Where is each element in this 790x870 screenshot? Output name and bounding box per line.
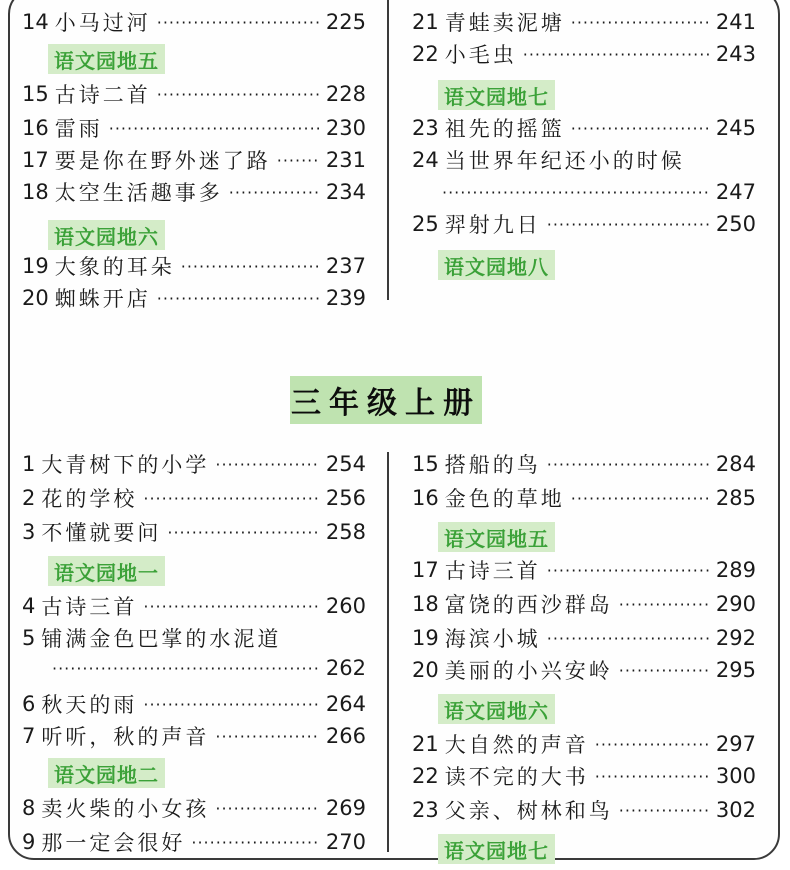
- entry-title: 听听，秋的声音: [41, 725, 210, 749]
- entry-number: 15: [412, 452, 439, 476]
- leader-dots: [547, 622, 710, 654]
- entry-number: 20: [412, 658, 439, 682]
- entry-title: 美丽的小兴安岭: [444, 659, 613, 683]
- entry-title: 小毛虫: [444, 43, 517, 67]
- toc-entry[interactable]: [412, 588, 756, 620]
- entry-page-number: 256: [325, 486, 366, 510]
- leader-dots: [181, 250, 320, 282]
- entry-number: 22: [412, 42, 439, 66]
- toc-entry[interactable]: [412, 794, 756, 826]
- leader-dots: [215, 720, 320, 752]
- entry-title: 秋天的雨: [41, 693, 138, 717]
- section-heading: 语文园地一: [48, 556, 165, 586]
- leader-dots: [157, 282, 320, 314]
- entry-title: 古诗二首: [54, 83, 151, 107]
- toc-entry[interactable]: [412, 448, 756, 480]
- entry-number: 17: [22, 148, 49, 172]
- entry-page-number: 247: [715, 180, 756, 204]
- leader-dots: [277, 144, 320, 176]
- toc-entry[interactable]: [412, 760, 756, 792]
- entry-title: 雷雨: [54, 117, 103, 141]
- leader-dots: [215, 792, 320, 824]
- entry-page-number: 234: [325, 180, 366, 204]
- entry-page-number: 243: [715, 42, 756, 66]
- entry-number: 3: [22, 520, 36, 544]
- entry-number: 14: [22, 10, 49, 34]
- toc-entry[interactable]: [22, 78, 366, 110]
- toc-entry[interactable]: [22, 516, 366, 548]
- leader-dots: [595, 760, 710, 792]
- entry-title: 太空生活趣事多: [54, 181, 223, 205]
- entry-page-number: 284: [715, 452, 756, 476]
- toc-entry[interactable]: [22, 282, 366, 314]
- entry-number: 24: [412, 148, 439, 172]
- section-heading: 语文园地五: [438, 522, 555, 552]
- leader-dots: [167, 516, 320, 548]
- leader-dots: [229, 176, 320, 208]
- entry-page-number: 297: [715, 732, 756, 756]
- entry-page-number: 231: [325, 148, 366, 172]
- leader-dots: [143, 482, 320, 514]
- section-heading: 语文园地二: [48, 758, 165, 788]
- section-heading: 语文园地六: [438, 694, 555, 724]
- entry-page-number: 269: [325, 796, 366, 820]
- entry-page-number: 237: [325, 254, 366, 278]
- entry-title: 铺满金色巴掌的水泥道: [41, 627, 282, 651]
- toc-entry[interactable]: [22, 112, 366, 144]
- toc-entry[interactable]: [22, 590, 366, 622]
- entry-number: 15: [22, 82, 49, 106]
- leader-dots: [157, 6, 320, 38]
- toc-entry[interactable]: [22, 6, 366, 38]
- entry-title: 青蛙卖泥塘: [444, 11, 565, 35]
- entry-number: 21: [412, 732, 439, 756]
- entry-title: 富饶的西沙群岛: [444, 593, 613, 617]
- entry-number: 8: [22, 796, 36, 820]
- entry-title: 大象的耳朵: [54, 255, 175, 279]
- entry-number: 25: [412, 212, 439, 236]
- entry-number: 5: [22, 626, 36, 650]
- entry-page-number: 302: [715, 798, 756, 822]
- entry-page-number: 260: [325, 594, 366, 618]
- leader-dots: [547, 448, 710, 480]
- toc-entry[interactable]: [22, 448, 366, 480]
- top-column-divider: [387, 0, 389, 300]
- toc-entry[interactable]: [412, 38, 756, 70]
- entry-title: 海滨小城: [444, 627, 541, 651]
- leader-dots: [215, 448, 320, 480]
- entry-page-number: 292: [715, 626, 756, 650]
- toc-entry[interactable]: [22, 144, 366, 176]
- entry-page-number: 225: [325, 10, 366, 34]
- toc-entry[interactable]: [412, 6, 756, 38]
- leader-dots: [619, 794, 710, 826]
- entry-title: 古诗三首: [444, 559, 541, 583]
- entry-title: 羿射九日: [444, 213, 541, 237]
- toc-entry[interactable]: [412, 208, 756, 240]
- section-heading: 语文园地八: [438, 250, 555, 280]
- toc-entry[interactable]: [22, 792, 366, 824]
- entry-title: 父亲、树林和鸟: [444, 799, 613, 823]
- entry-number: 22: [412, 764, 439, 788]
- entry-title: 那一定会很好: [41, 831, 186, 855]
- entry-number: 20: [22, 286, 49, 310]
- entry-page-number: 290: [715, 592, 756, 616]
- entry-title: 小马过河: [54, 11, 151, 35]
- toc-entry[interactable]: [22, 482, 366, 514]
- entry-number: 18: [22, 180, 49, 204]
- entry-page-number: 228: [325, 82, 366, 106]
- entry-title: 蜘蛛开店: [54, 287, 151, 311]
- leader-dots: [547, 554, 710, 586]
- entry-number: 21: [412, 10, 439, 34]
- entry-number: 19: [412, 626, 439, 650]
- toc-entry-continuation: [46, 652, 366, 684]
- toc-entry-continuation: [436, 176, 756, 208]
- toc-entry[interactable]: [22, 622, 366, 654]
- entry-title: 金色的草地: [444, 487, 565, 511]
- entry-number: 6: [22, 692, 36, 716]
- entry-page-number: 289: [715, 558, 756, 582]
- section-heading: 语文园地七: [438, 80, 555, 110]
- entry-title: 大自然的声音: [444, 733, 589, 757]
- leader-dots: [191, 826, 320, 858]
- leader-dots: [571, 6, 710, 38]
- entry-page-number: 254: [325, 452, 366, 476]
- entry-number: 17: [412, 558, 439, 582]
- toc-entry[interactable]: [22, 176, 366, 208]
- toc-entry[interactable]: [412, 144, 756, 176]
- entry-title: 祖先的摇篮: [444, 117, 565, 141]
- entry-title: 不懂就要问: [41, 521, 162, 545]
- toc-entry[interactable]: [412, 482, 756, 514]
- entry-number: 23: [412, 798, 439, 822]
- grade-banner: 三年级上册: [290, 376, 482, 424]
- entry-title: 花的学校: [41, 487, 138, 511]
- leader-dots: [143, 688, 320, 720]
- section-heading: 语文园地六: [48, 220, 165, 250]
- entry-title: 读不完的大书: [444, 765, 589, 789]
- entry-page-number: 245: [715, 116, 756, 140]
- entry-title: 要是你在野外迷了路: [54, 149, 271, 173]
- entry-page-number: 266: [325, 724, 366, 748]
- entry-number: 9: [22, 830, 36, 854]
- entry-page-number: 250: [715, 212, 756, 236]
- leader-dots: [143, 590, 320, 622]
- entry-page-number: 270: [325, 830, 366, 854]
- entry-page-number: 241: [715, 10, 756, 34]
- entry-page-number: 262: [325, 656, 366, 680]
- leader-dots: [619, 654, 710, 686]
- entry-title: 大青树下的小学: [41, 453, 210, 477]
- leader-dots: [52, 652, 320, 684]
- entry-number: 23: [412, 116, 439, 140]
- entry-number: 1: [22, 452, 36, 476]
- entry-number: 16: [22, 116, 49, 140]
- leader-dots: [571, 482, 710, 514]
- toc-entry[interactable]: [22, 250, 366, 282]
- leader-dots: [157, 78, 320, 110]
- toc-entry[interactable]: [412, 622, 756, 654]
- leader-dots: [547, 208, 710, 240]
- bottom-column-divider: [387, 452, 389, 852]
- leader-dots: [523, 38, 710, 70]
- entry-page-number: 264: [325, 692, 366, 716]
- entry-page-number: 285: [715, 486, 756, 510]
- entry-page-number: 239: [325, 286, 366, 310]
- entry-number: 18: [412, 592, 439, 616]
- toc-entry[interactable]: [412, 112, 756, 144]
- leader-dots: [442, 176, 710, 208]
- toc-entry[interactable]: [22, 720, 366, 752]
- entry-number: 7: [22, 724, 36, 748]
- entry-number: 4: [22, 594, 36, 618]
- toc-entry[interactable]: [22, 688, 366, 720]
- entry-page-number: 295: [715, 658, 756, 682]
- entry-title: 卖火柴的小女孩: [41, 797, 210, 821]
- toc-entry[interactable]: [412, 654, 756, 686]
- toc-entry[interactable]: [412, 728, 756, 760]
- entry-title: 古诗三首: [41, 595, 138, 619]
- leader-dots: [619, 588, 710, 620]
- leader-dots: [571, 112, 710, 144]
- toc-entry[interactable]: [22, 826, 366, 858]
- entry-page-number: 300: [715, 764, 756, 788]
- leader-dots: [109, 112, 320, 144]
- entry-page-number: 230: [325, 116, 366, 140]
- toc-entry[interactable]: [412, 554, 756, 586]
- entry-title: 当世界年纪还小的时候: [444, 149, 685, 173]
- leader-dots: [595, 728, 710, 760]
- entry-number: 2: [22, 486, 36, 510]
- section-heading: 语文园地五: [48, 44, 165, 74]
- entry-number: 19: [22, 254, 49, 278]
- entry-title: 搭船的鸟: [444, 453, 541, 477]
- section-heading: 语文园地七: [438, 834, 555, 864]
- entry-page-number: 258: [325, 520, 366, 544]
- entry-number: 16: [412, 486, 439, 510]
